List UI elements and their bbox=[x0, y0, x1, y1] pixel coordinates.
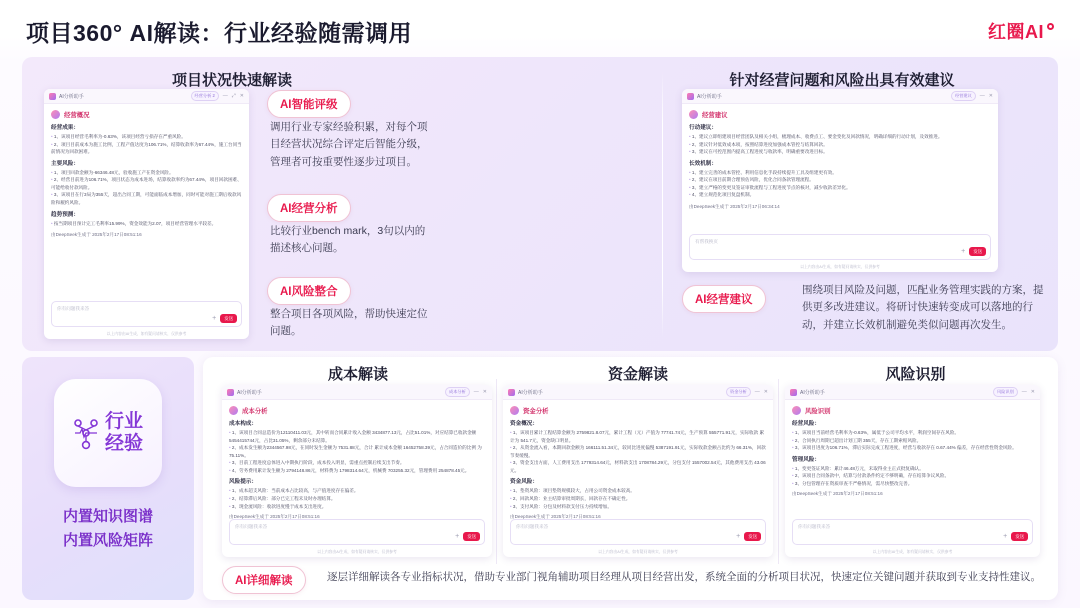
page-title: 项目360° AI解读：行业经验随需调用 bbox=[26, 19, 412, 46]
message-title: 资金分析 bbox=[523, 408, 549, 415]
badge-circle bbox=[54, 379, 162, 487]
brand-logo bbox=[988, 18, 1054, 44]
bottom-col3-title: 风险识别 bbox=[885, 366, 946, 383]
window-risk-identification[interactable] bbox=[785, 385, 1040, 557]
close-icon[interactable]: ✕ bbox=[988, 92, 993, 99]
window-titlebar bbox=[503, 385, 773, 400]
add-attachment-icon[interactable]: + bbox=[1003, 533, 1008, 540]
note-ai-detail: 逐层详细解读各专业指标状况，借助专业部门视角辅助项目经理从项目经营出发，系统全面的分析项目状况，快速定位关键问题并获取到专业支持性建议。 bbox=[327, 571, 1041, 583]
header bbox=[0, 0, 1080, 62]
window-titlebar bbox=[44, 89, 249, 104]
ai-avatar bbox=[229, 406, 238, 415]
block-line: • 按当期项目预计完工毛利率15.99%，资金效能为2.07，项目经营管理水平较差。 bbox=[51, 220, 242, 228]
badge-sub-2: 内置风险矩阵 bbox=[62, 532, 153, 549]
block-line: • 2、该项目合同条款中，结算与付款条件约定不够明确，存在结算争议风险。 bbox=[792, 472, 1033, 480]
bottom-panel bbox=[203, 357, 1058, 600]
badge-sub-1: 内置知识图谱 bbox=[62, 508, 153, 525]
block-line: • 1、该项目累计工程结算金额为 2759821.8.07元，累计工程（元）产值为 77741.74元，生产预算 555771.91元，实际收款 累计为 541.7元，资金缺口明显。 bbox=[510, 429, 766, 444]
block-title: 成本构成： bbox=[229, 421, 257, 427]
block-line: • 1、该项目经营毛利率为-0.63%，该项目经营亏损存在严重风险。 bbox=[51, 133, 242, 141]
ai-avatar bbox=[51, 110, 60, 119]
top-col2-title: 针对经营问题和风险出具有效建议 bbox=[729, 72, 955, 89]
minimize-icon[interactable]: — bbox=[1021, 388, 1027, 395]
block-line: • 4、建立规范化项目复盘机制。 bbox=[689, 191, 991, 199]
note-ai-analysis: 比较行业bench mark，3句以内的描述核心问题。 bbox=[270, 225, 426, 255]
ai-disclaimer: 以上内容由AI生成，如有疑问请核实，仅供参考 bbox=[598, 550, 678, 554]
top-panel bbox=[22, 57, 1058, 351]
ai-disclaimer: 以上内容由AI生成，如有疑问请核实，仅供参考 bbox=[800, 265, 880, 269]
send-button[interactable]: 发送 bbox=[463, 532, 480, 541]
pill-ai-risk[interactable]: AI风险整合 bbox=[267, 277, 351, 305]
chat-input-box[interactable] bbox=[510, 519, 766, 545]
block-title: 行动建议： bbox=[689, 125, 717, 131]
chat-input-placeholder: 你有问题我来答 bbox=[235, 524, 268, 529]
badge-word-2: 经验 bbox=[104, 433, 143, 454]
block-title: 趋势预测： bbox=[51, 211, 79, 218]
block-line: • 4、劳务费用累计发生额为 2794148.86元，材料费为 1798314.64元，机械费 703255.32元，管理费用 254878.45元。 bbox=[229, 467, 485, 475]
minimize-icon[interactable]: — bbox=[473, 388, 479, 395]
block-line: • 2、从资金流入看，本期回款金额为 166111.51.34元，较同比进度偏慢 5387191.91元，实际收款金额占比约为 66.31%，回款节奏缓慢。 bbox=[510, 444, 766, 459]
window-titlebar bbox=[222, 385, 492, 400]
badge-word-1: 行业 bbox=[104, 411, 143, 433]
add-attachment-icon[interactable]: + bbox=[736, 533, 741, 540]
window-tag[interactable]: 成本分析 bbox=[445, 387, 470, 397]
block-title: 资金风险： bbox=[510, 479, 538, 486]
brand-dot-icon bbox=[1047, 23, 1054, 30]
window-cost-analysis[interactable] bbox=[222, 385, 492, 557]
message-title: 成本分析 bbox=[242, 408, 268, 415]
block-line: • 1、该项目当前经营毛利率为-0.63%，属低于公司平均水平，利润空间存在风险。 bbox=[792, 429, 1033, 437]
ai-disclaimer: 以上内容由AI生成，如有疑问请核实，仅供参考 bbox=[106, 332, 187, 336]
block-line: • 1、变更签证风险：累计46.48万元，未取得业主正式批复确认。 bbox=[792, 465, 1033, 473]
chat-input-box[interactable] bbox=[689, 234, 991, 260]
block-line: • 1、建议立即组建项目经营团队及相关小组，梳理成本、收费点工、要金变化及回款情况，明确详细的行动计划，及效推进。 bbox=[689, 133, 991, 141]
ai-disclaimer: 以上内容由AI生成，如有疑问请核实，仅供参考 bbox=[872, 550, 953, 554]
block-line: • 3、该项目进度为106.71%，滞后实际完成工程进度，经营与收款存在 0.67.44% 偏差，存在经营性资金风险。 bbox=[792, 444, 1033, 452]
block-line: • 3、资金支出方面，人工费用支出 1779314.64元，材料款支出 1708784.29元，分包支付 1557002.54元，其他费用支出 43.06元。 bbox=[510, 459, 766, 474]
block-line: • 3、目前工程进度总体进入中期执行阶段，成本投入明显，需重点控制后续支出节奏。 bbox=[229, 459, 485, 467]
generated-time: 由DeepSeek生成于 2025年2月17日08:51:16 bbox=[792, 491, 883, 497]
window-operation-advice[interactable] bbox=[682, 89, 998, 272]
window-title: AI分析助手 bbox=[697, 93, 722, 100]
app-logo-icon bbox=[508, 389, 515, 396]
panel-divider bbox=[662, 71, 663, 337]
generated-time: 由DeepSeek生成于 2025年2月17日08:51:16 bbox=[51, 232, 142, 238]
block-line: • 3、该项目在行3局为355天，超出合同工期，可能面临成本增加，同时可能对施工期后收款风险和履约风险。 bbox=[51, 191, 242, 206]
block-title: 主要风险： bbox=[51, 160, 79, 167]
close-icon[interactable]: ✕ bbox=[482, 388, 487, 395]
minimize-icon[interactable]: — bbox=[754, 388, 760, 395]
pill-ai-rating[interactable]: AI智能评级 bbox=[267, 90, 351, 118]
bottom-col2-title: 资金解读 bbox=[607, 366, 668, 383]
knowledge-graph-icon bbox=[73, 416, 99, 450]
ai-disclaimer: 以上内容由AI生成，如有疑问请核实，仅供参考 bbox=[317, 550, 397, 554]
generated-time: 由DeepSeek生成于 2025年2月17日08:51:16 bbox=[229, 514, 320, 520]
message-header bbox=[510, 406, 766, 415]
message-header bbox=[51, 110, 242, 119]
app-logo-icon bbox=[227, 389, 234, 396]
close-icon[interactable]: ✕ bbox=[763, 388, 768, 395]
generated-time: 由DeepSeek生成于 2025年2月17日06:34:14 bbox=[689, 204, 780, 210]
window-content bbox=[44, 104, 249, 245]
ai-avatar bbox=[792, 406, 801, 415]
chat-input-placeholder: 你有问题我来答 bbox=[516, 524, 549, 529]
block-line: • 3、支付风险：分包及材料款支付压力持续增加。 bbox=[510, 503, 766, 511]
top-col1-title: 项目状况快速解读 bbox=[171, 72, 292, 89]
window-title: AI分析助手 bbox=[237, 389, 262, 396]
block-line: • 2、合同执行周期已超出计划工期 355天，存在工期索赔风险。 bbox=[792, 437, 1033, 445]
chat-input-box[interactable] bbox=[792, 519, 1033, 545]
message-header bbox=[689, 110, 991, 119]
block-line: • 2、建议针对低效成本项，按照结算进度加强成本管控与结算回款。 bbox=[689, 141, 991, 149]
block-title: 风险提示： bbox=[229, 479, 257, 486]
pill-ai-detail[interactable]: AI详细解读 bbox=[222, 566, 306, 594]
note-ai-risk: 整合项目各项风险，帮助快速定位问题。 bbox=[270, 308, 428, 338]
window-content bbox=[785, 400, 1040, 504]
window-operation-overview[interactable] bbox=[44, 89, 249, 339]
pill-ai-advice[interactable]: AI经营建议 bbox=[682, 285, 766, 313]
minimize-icon[interactable]: — bbox=[222, 92, 228, 99]
message-header bbox=[792, 406, 1033, 415]
block-title: 管理风险： bbox=[792, 456, 820, 463]
block-line: • 2、成本发生额为2344567.98元，在同时发生金额为 7531.88元，合计 累计成本金额 16452758.39元，占合同造价的比例 为 75.11%。 bbox=[229, 444, 485, 459]
chat-input-placeholder: 你有问题我来答 bbox=[57, 306, 90, 311]
block-line: • 1、该项目合同总造价为12110411.03元，其中转而合同累计收入金额 3434877.13元，占比51.01%，对应结算已收款金额5454415744元，占比31.05%，剩余部分未结算。 bbox=[229, 429, 485, 444]
window-titlebar bbox=[682, 89, 998, 104]
message-title: 经营建议 bbox=[702, 112, 728, 119]
chat-input-placeholder: 你有问题我来答 bbox=[798, 524, 831, 529]
expand-icon[interactable]: ⤢ bbox=[231, 92, 236, 99]
block-line: • 1、建立完善的成本管控、利用信息化手段持续提升工具及组建更有效。 bbox=[689, 169, 991, 177]
brand-label: 红圈AI bbox=[988, 22, 1044, 42]
block-line: • 2、回款风险：业主结算审批周期长，回款存在不确定性。 bbox=[510, 495, 766, 503]
add-attachment-icon[interactable]: + bbox=[212, 315, 217, 322]
send-button[interactable]: 发送 bbox=[744, 532, 761, 541]
block-line: • 3、分包管理存在资质审查不严格情况，需尽快整改完善。 bbox=[792, 480, 1033, 488]
block-line: • 1、项目回款金额为-66346.48元，验收施工产在资金风险。 bbox=[51, 169, 242, 177]
block-line: • 3、现金流风险：收款进度慢于成本支出进度。 bbox=[229, 503, 485, 511]
message-header bbox=[229, 406, 485, 415]
block-line: • 3、建立严格的变更及签证审批流程与工程进度节点的核对，减少收款差异化。 bbox=[689, 184, 991, 192]
app-logo-icon bbox=[687, 93, 694, 100]
note-ai-rating: 调用行业专家经验积累，对每个项目经营状况综合评定后智能分级，管理者可按重要性逐步过项目。 bbox=[270, 121, 428, 168]
block-line: • 2、结算滞后风险：部分已完工程未及时办理结算。 bbox=[229, 495, 485, 503]
add-attachment-icon[interactable]: + bbox=[961, 248, 966, 255]
send-button[interactable]: 发送 bbox=[220, 314, 237, 323]
minimize-icon[interactable]: — bbox=[979, 92, 985, 99]
window-tag[interactable]: 经营分析 2 bbox=[191, 91, 219, 101]
block-line: • 2、建议在项目前期合理预估风险，优化合同条款管理流程。 bbox=[689, 176, 991, 184]
block-title: 长效机制： bbox=[689, 160, 717, 167]
pill-ai-analysis[interactable]: AI经营分析 bbox=[267, 194, 351, 222]
ai-avatar bbox=[510, 406, 519, 415]
window-tag[interactable]: 经营建议 bbox=[951, 91, 976, 101]
generated-time: 由DeepSeek生成于 2025年2月17日08:51:16 bbox=[510, 514, 601, 520]
window-title: AI分析助手 bbox=[800, 389, 825, 396]
window-tag[interactable]: 资金分析 bbox=[726, 387, 751, 397]
chat-input-box[interactable] bbox=[229, 519, 485, 545]
send-button[interactable]: 发送 bbox=[969, 247, 986, 256]
window-content bbox=[503, 400, 773, 527]
block-title: 经营成果： bbox=[51, 125, 79, 131]
close-icon[interactable]: ✕ bbox=[1030, 388, 1035, 395]
close-icon[interactable]: ✕ bbox=[239, 92, 244, 99]
window-fund-analysis[interactable] bbox=[503, 385, 773, 557]
send-button[interactable]: 发送 bbox=[1011, 532, 1028, 541]
badge-words bbox=[105, 411, 143, 455]
app-logo-icon bbox=[49, 93, 56, 100]
bottom-divider bbox=[496, 379, 497, 564]
bottom-col1-title: 成本解读 bbox=[327, 366, 388, 383]
block-title: 资金概况： bbox=[510, 421, 538, 427]
message-title: 风险识别 bbox=[805, 408, 831, 415]
message-title: 经营概况 bbox=[64, 112, 90, 119]
industry-experience-card bbox=[22, 357, 194, 600]
block-line: • 1、垫资风险：项目垫资规模较大，占用公司资金成本较高。 bbox=[510, 487, 766, 495]
add-attachment-icon[interactable]: + bbox=[455, 533, 460, 540]
window-title: AI分析助手 bbox=[59, 93, 84, 100]
block-line: • 2、项目目前成本为施工比例，工程产值达度为106.71%，结算收款率为67.44%，施工台同当前情况为回款困难。 bbox=[51, 141, 242, 156]
window-titlebar bbox=[785, 385, 1040, 400]
block-line: • 2、经营目前进为106.71%，项目状态为成本进场，结算收款率约为67.44%，项目回款困难、可能给收付款风险。 bbox=[51, 176, 242, 191]
note-ai-advice: 围绕项目风险及问题，匹配业务管理实践的方案，提供更多改进建议。将研讨快速转变成可以落地的行动，并建立长效机制避免类似问题再次发生。 bbox=[802, 284, 1044, 331]
block-line: • 1、成本超支风险：当前成本占比较高，与产值进度存在偏差。 bbox=[229, 487, 485, 495]
app-logo-icon bbox=[790, 389, 797, 396]
chat-input-placeholder: 有帮我换页 bbox=[695, 239, 718, 244]
badge-subtitle bbox=[63, 505, 153, 553]
ai-avatar bbox=[689, 110, 698, 119]
block-line: • 3、建议在可控范围内提高工程进度与收款率，明确重要改进目标。 bbox=[689, 148, 991, 156]
bottom-divider bbox=[778, 379, 779, 564]
window-content bbox=[222, 400, 492, 527]
window-tag[interactable]: 风险识别 bbox=[993, 387, 1018, 397]
window-content bbox=[682, 104, 998, 217]
block-title: 经营风险： bbox=[792, 421, 820, 427]
chat-input-box[interactable] bbox=[51, 301, 242, 327]
window-title: AI分析助手 bbox=[518, 389, 543, 396]
